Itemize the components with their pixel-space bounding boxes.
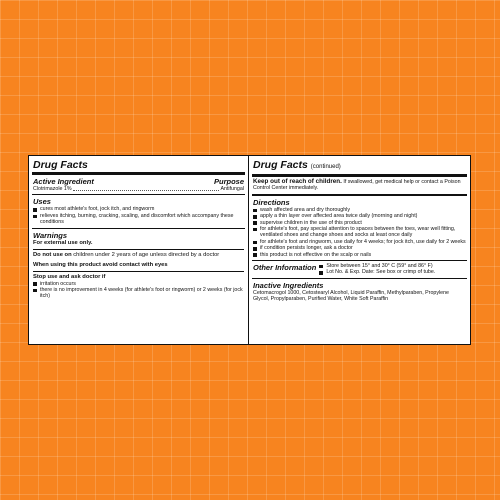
directions-heading: Directions xyxy=(253,197,290,207)
do-not-use-text: children under 2 years of age unless directed by a doctor xyxy=(71,251,220,258)
uses-heading: Uses xyxy=(33,197,51,207)
keep-out-of-reach-section xyxy=(252,177,467,196)
other-information-heading: Other Information xyxy=(253,263,317,273)
other-information-section xyxy=(252,261,467,279)
active-ingredient-purpose: Antifungal xyxy=(220,186,244,192)
warnings-section xyxy=(32,229,245,302)
warnings-heading: Warnings xyxy=(33,230,68,240)
keep-out-of-reach-text xyxy=(253,179,466,192)
list-item: this product is not effective on the scalp or nails xyxy=(253,252,466,258)
inactive-ingredients-text: Cetomacrogol 1000, Cetostearyl Alcohol, Liquid Paraffin, Methylparaben, Propylene Glycol, Propylparaben, Purified Water, White Soft Paraffin xyxy=(253,289,450,303)
continued-label: (continued) xyxy=(310,164,341,170)
inactive-ingredients-heading: Inactive Ingredients xyxy=(253,280,324,290)
avoid-eyes-warning: When using this product avoid contact with eyes xyxy=(33,261,168,268)
active-ingredient-section xyxy=(32,175,245,195)
uses-section xyxy=(32,195,245,228)
keep-out-of-reach-rest: If swallowed, get medical help or contact a Poison Control Center immediately. xyxy=(253,179,461,192)
other-information-list xyxy=(319,263,466,276)
drug-facts-label xyxy=(28,155,471,345)
inactive-ingredients-section xyxy=(252,279,467,305)
do-not-use-label: Do not use on xyxy=(33,251,72,258)
stop-use-heading: Stop use and ask doctor if xyxy=(33,273,106,280)
list-item: for athlete's foot and ringworm, use daily for 4 weeks; for jock itch, use daily for 2 weeks xyxy=(253,239,466,245)
list-item: wash affected area and dry thoroughly xyxy=(253,207,466,213)
list-item: Lot No. & Exp. Date: See box or crimp of tube. xyxy=(319,269,466,275)
list-item: irritation occurs xyxy=(33,281,244,287)
directions-section xyxy=(252,196,467,261)
list-item: apply a thin layer over affected area twice daily (morning and night) xyxy=(253,213,466,219)
uses-list xyxy=(33,206,244,225)
list-item: if condition persists longer, ask a doctor xyxy=(253,245,466,251)
directions-list xyxy=(253,207,466,258)
keep-out-of-reach-label: Keep out of reach of children. xyxy=(253,178,342,185)
drug-facts-title-right: Drug Facts xyxy=(253,159,308,171)
drug-facts-left-column xyxy=(29,156,249,344)
active-ingredient-row xyxy=(33,186,244,192)
list-item: Store between 15° and 30° C (59° and 86° F) xyxy=(319,263,466,269)
drug-facts-title: Drug Facts xyxy=(32,156,245,175)
drug-facts-right-column xyxy=(249,156,470,344)
list-item: there is no improvement in 4 weeks (for athlete's foot or ringworm) or 2 weeks (for jock itch) xyxy=(33,287,244,300)
list-item: relieves itching, burning, cracking, scaling, and discomfort which accompany these conditions xyxy=(33,213,244,226)
list-item: for athlete's foot, pay special attention to spaces between the toes, wear well fitting, ventilated shoes and change shoes and socks at least once daily xyxy=(253,226,466,239)
list-item: cures most athlete's foot, jock itch, and ringworm xyxy=(33,206,244,212)
list-item: supervise children in the use of this product xyxy=(253,220,466,226)
do-not-use-warning xyxy=(33,252,244,259)
dotted-leader xyxy=(73,190,220,191)
drug-facts-continued-title xyxy=(252,156,467,177)
external-use-warning: For external use only. xyxy=(33,239,93,246)
stop-use-list xyxy=(33,281,244,300)
purpose-heading: Purpose xyxy=(213,177,244,186)
active-ingredient-heading: Active Ingredient xyxy=(33,177,94,186)
active-ingredient-header-row xyxy=(33,177,244,186)
active-ingredient-name: Clotrimazole 1% xyxy=(33,186,72,192)
